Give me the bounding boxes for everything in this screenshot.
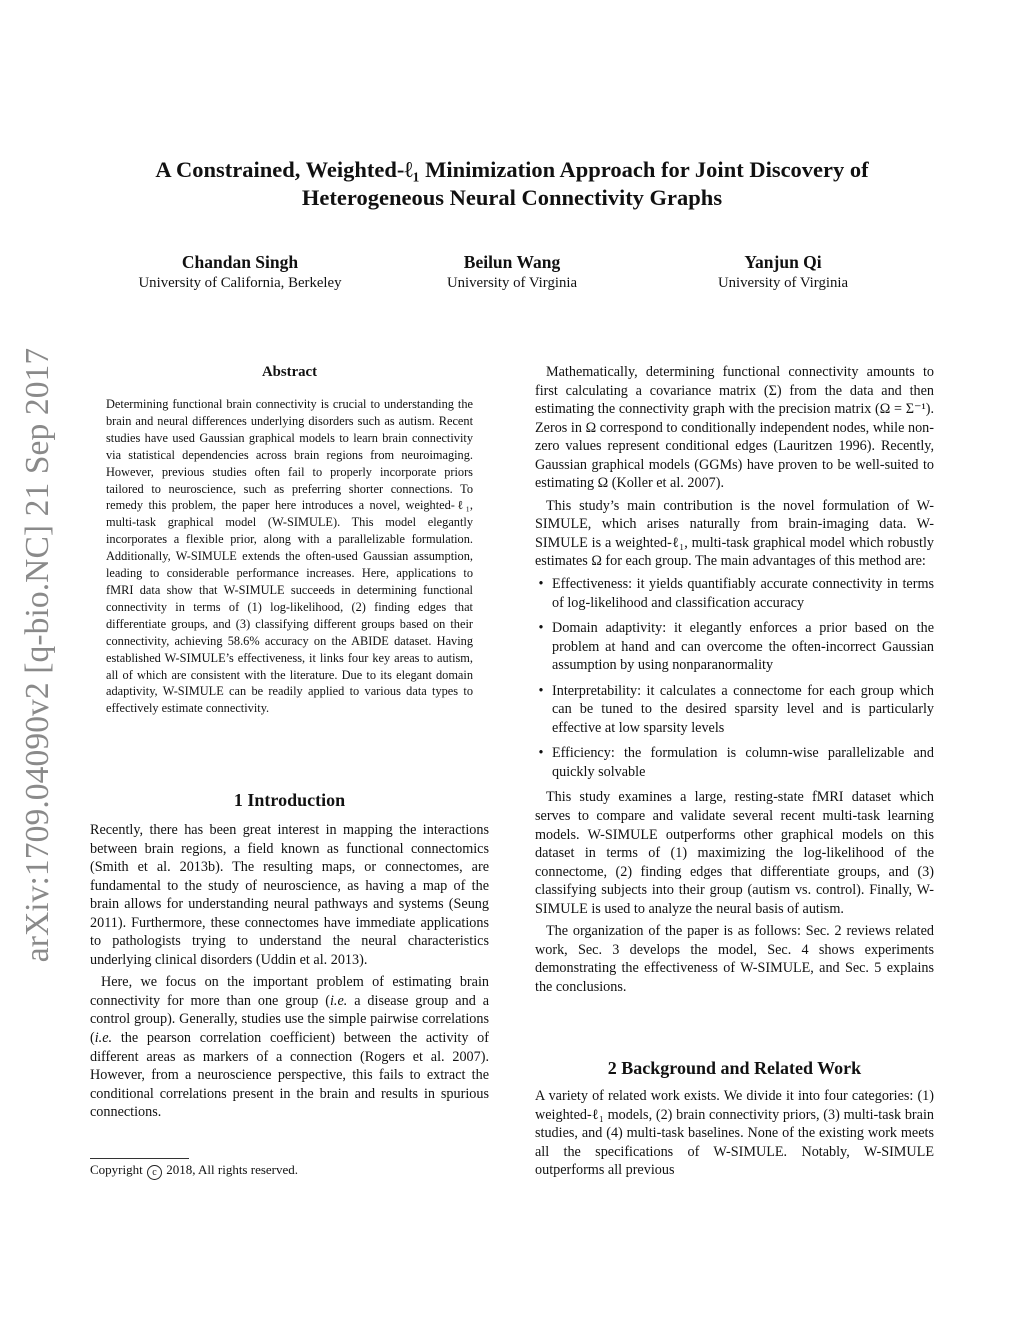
list-item-text: Interpretability: it calculates a connectome for each group which can be tuned to the desired sparsity level and is particularly effective at low sparsity levels [552,682,934,736]
author-name: Chandan Singh [181,252,299,272]
right-column-body-continued [535,1087,934,1180]
author-name: Yanjun Qi [744,252,822,272]
intro-p2-part-a: Here, we focus on the important problem of estimating brain connectivity for more than one group ( [90,974,489,1009]
author-affiliation: University of California, Berkeley [138,275,342,291]
copyright-text-after: 2018, All rights reserved. [166,1162,299,1177]
author-block-2 [392,251,632,293]
arxiv-stamp-container [8,336,68,974]
intro-p2-ie-2: i.e. [94,1030,113,1047]
list-item-text: Domain adaptivity: it elegantly enforces a prior based on the problem at hand and can overcome the often-incorrect Gaussian assumption by using nonparanormality [552,620,934,674]
list-item [535,744,934,781]
title-line-2: Heterogeneous Neural Connectivity Graphs [301,185,723,210]
intro-paragraph-2 [90,973,489,1121]
author-block-1 [100,251,380,293]
section-1-heading: 1 Introduction [233,790,346,810]
list-item [535,619,934,675]
bullet-icon: • [538,576,544,593]
abstract-heading: Abstract [261,364,318,380]
author-block-3 [663,251,903,293]
list-item [535,575,934,612]
copyright-footnote [90,1161,298,1180]
intro-p2-part-b: a disease group and a control group). Generally, studies use the simple pairwise correlations ( [90,992,489,1047]
arxiv-identifier: arXiv:1709.04090v2 [q-bio.NC] 21 Sep 2017 [19,347,56,963]
bullet-icon: • [538,682,544,699]
left-column-body [90,821,489,1122]
bullet-icon: • [538,620,544,637]
intro-paragraph-1: Recently, there has been great interest in mapping the interactions between brain regions, a field known as functional connectomics (Smith et al. 2013b). The resulting maps, or connectomes, are fundamental to the study of neuroscience, as having a map of the brain allows for understanding neural pathways and systems (Seung 2011). Furthermore, these connectomes have immediate applications to pathologists trying to understand the neural characteristics underlying clinical disorders (Uddin et al. 2013). [90,822,489,968]
right-column-body [535,363,934,997]
intro-p2-part-c: the pearson correlation coefficient) between the activity of different areas as markers of a connection (Rogers et al. 2007). However, from a neuroscience perspective, this fails to extract the conditional correlations present in the brain and results in spurious connections. [90,1030,489,1121]
copyright-text-before: Copyright [90,1162,143,1177]
title-line-1: A Constrained, Weighted-ℓ₁ Minimization Approach for Joint Discovery of [155,157,869,182]
footnote-rule [90,1158,189,1159]
right-paragraph-1: Mathematically, determining functional connectivity amounts to first calculating a covariance matrix (Σ) from the data and then estimating the connectivity graph with the precision matrix (Ω = Σ⁻¹). Zeros in Ω correspond to conditionally independent nodes, while non-zero values represent conditional edges (Lauritzen 1996). Recently, Gaussian graphical models (GGMs) have proven to be well-suited to estimating Ω (Koller et al. 2007). [535,364,934,492]
list-item [535,682,934,738]
intro-p2-ie-1: i.e. [329,992,348,1009]
author-name: Beilun Wang [463,252,561,272]
copyright-icon: c [147,1165,162,1180]
background-paragraph-1: A variety of related work exists. We divide it into four categories: (1) weighted-ℓ₁ models, (2) brain connectivity priors, (3) multi-task brain studies, and (4) multi-task baselines. None of the existing work meets all the specifications of W-SIMULE. Notably, W-SIMULE outperforms all previous [535,1088,934,1179]
paper-title [60,156,964,212]
right-paragraph-3: This study examines a large, resting-state fMRI dataset which serves to compare and validate several recent multi-task learning models. W-SIMULE outperforms other graphical models on this dataset in terms of (1) maximizing the log-likelihood of the connectome, (2) finding edges that differentiate groups, and (3) classifying subjects into their group (autism vs. control). Finally, W-SIMULE is used to analyze the neural basis of autism. [535,789,934,917]
advantages-list [535,575,934,781]
author-affiliation: University of Virginia [446,275,578,291]
author-affiliation: University of Virginia [717,275,849,291]
right-paragraph-4: The organization of the paper is as follows: Sec. 2 reviews related work, Sec. 3 develops the model, Sec. 4 shows experiments demonstrating the effectiveness of W-SIMULE, and Sec. 5 explains the conclusions. [535,923,934,995]
list-item-text: Effectiveness: it yields quantifiably accurate connectivity in terms of log-likelihood and classification accuracy [552,576,934,611]
abstract-text: Determining functional brain connectivity is crucial to understanding the brain and neural differences underlying disorders such as autism. Recent studies have used Gaussian graphical models to learn brain connectivity via statistical dependencies across brain regions from neuroimaging. However, previous studies often fail to properly incorporate priors tailored to neuroscience, such as preferring shorter connections. To remedy this problem, the paper here introduces a novel, weighted-ℓ₁, multi-task graphical model (W-SIMULE). This model elegantly incorporates a flexible prior, along with a parallelizable formulation. Additionally, W-SIMULE extends the often-used Gaussian assumption, leading to considerable performance increases. Here, applications to fMRI data show that W-SIMULE succeeds in determining functional connectivity in terms of (1) log-likelihood, (2) finding edges that differentiate groups, and (3) classifying different groups based on their connectivity, achieving 58.6% accuracy on the ABIDE dataset. Having established W-SIMULE’s effectiveness, it links four key areas to autism, all of which are consistent with the literature. Due to its elegant domain adaptivity, W-SIMULE can be readily applied to various data types to effectively estimate connectivity. [106,397,473,716]
bullet-icon: • [538,745,544,762]
section-2-heading: 2 Background and Related Work [607,1058,862,1078]
list-item-text: Efficiency: the formulation is column-wise parallelizable and quickly solvable [552,745,934,780]
right-paragraph-2: This study’s main contribution is the novel formulation of W-SIMULE, which arises naturally from brain-imaging data. W-SIMULE is a weighted-ℓ₁, multi-task graphical model which robustly estimates Ω for each group. The main advantages of this method are: [535,497,934,570]
